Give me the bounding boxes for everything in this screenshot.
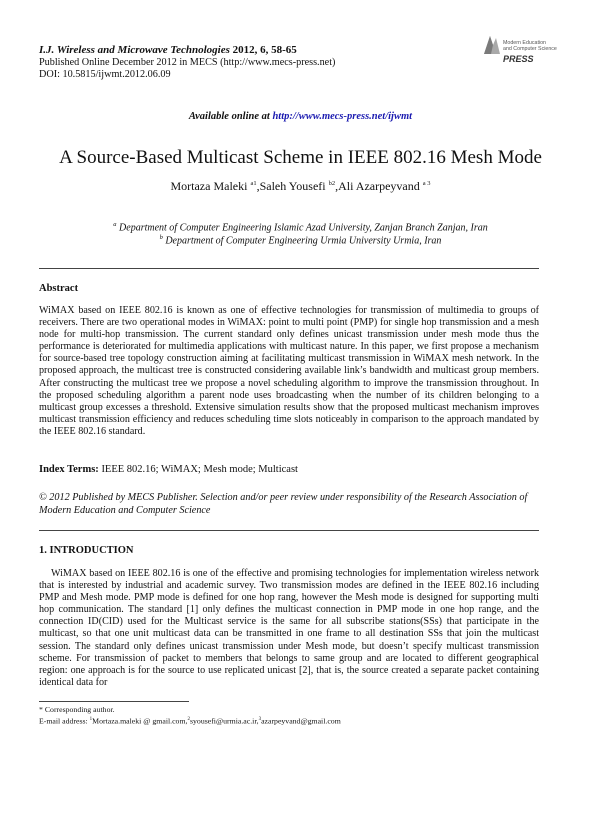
email-line <box>39 715 341 726</box>
email-address: Mortaza.maleki @ gmail.com, <box>92 716 188 726</box>
email-address: azarpeyvand@gmail.com <box>261 716 341 726</box>
email-label: E-mail address: <box>39 716 90 726</box>
published-line: Published Online December 2012 in MECS (http://www.mecs-press.net) <box>39 57 336 68</box>
divider <box>39 268 539 269</box>
affiliation-text: Department of Computer Engineering Urmia University Urmia, Iran <box>162 235 442 247</box>
doi-line: DOI: 10.5815/ijwmt.2012.06.09 <box>39 69 171 80</box>
introduction-text: WiMAX based on IEEE 802.16 is one of the effective and promising technologies for implementation wireless network that is interested by industrial and academic survey. Two transmission modes are defined in the IEEE 802.16 including PMP and Mesh mode. PMP mode is defined for one hop rang, however the Mesh mode is designed for supporting multi hop communication. The standard [1] only defines the multicast connection in PMP mode in one hop range, and the connection ID(CID) used for the Multicast service is the same for all subscribe stations(SSs) that participate in the multicast, so that one unit multicast data can be transmitted in one frame to all destination SSs that join the multicast session. The standard only defines unicast transmission under Mesh mode, but doesn’t specify multicast transmission scheme. For transmission of packet to members that belongs to same group and are located to different geographical region: one approach is for the source to use replicated unicast [2], that is, the source created a separate packet containing identical data for <box>39 568 539 688</box>
logo-line1: Modern Education <box>503 40 546 46</box>
email-sup: 3 <box>258 717 262 722</box>
abstract-text: WiMAX based on IEEE 802.16 is known as one of effective technologies for transmission of multimedia to groups of receivers. There are two operational modes in WiMAX: point to multi point (PMP) for single hop transmission and a mesh node for multi-hop transmission. The current standard only defines unicast transmission under mesh mode thus the performance is deteriorated for multimedia applications with multicast nature. In this paper, we first propose a mechanism for source-based tree topology construction aiming at facilitating multicast transmission in WiMAX mesh network. In the proposed approach, the multicast tree is constructed considering available link’s bandwidth and multicast group members. After constructing the multicast tree we propose a novel scheduling algorithm to improve the transmission throughout. In the proposed scheduling algorithm a parent node uses broadcasting when the number of its children belonging to a multicast group excesses a threshold. Extensive simulation results show that the proposed multicast mechanism improves multicast transmission efficiency and reduces scheduling time slots noticeably in comparison to the approach mandated by the IEEE 802.16 standard. <box>39 305 539 437</box>
affiliation <box>0 234 601 246</box>
logo-line2: and Computer Science <box>503 46 557 52</box>
author-name: Mortaza Maleki <box>170 179 251 193</box>
logo-press: PRESS <box>503 54 534 64</box>
introduction-body <box>39 568 539 689</box>
journal-name: I.J. Wireless and Microwave Technologies <box>39 44 230 56</box>
author-name: ,Saleh Yousefi <box>256 179 329 193</box>
email-sup: 2 <box>187 717 190 722</box>
journal-url-link[interactable]: http://www.mecs-press.net/ijwmt <box>272 111 413 122</box>
email-sup: 1 <box>89 717 93 722</box>
corresponding-note: * Corresponding author. <box>39 705 115 714</box>
index-terms-text: IEEE 802.16; WiMAX; Mesh mode; Multicast <box>98 464 298 475</box>
index-terms <box>39 464 298 475</box>
affiliation <box>0 221 601 233</box>
index-terms-label: Index Terms: <box>39 464 99 475</box>
copyright-notice: © 2012 Published by MECS Publisher. Selection and/or peer review under responsibility of the Research Association of Modern Education and Computer Science <box>39 492 528 516</box>
divider <box>39 530 539 531</box>
affiliation-sup: b <box>159 234 163 241</box>
mecs-logo-icon <box>482 34 502 56</box>
journal-issue: 2012, 6, 58-65 <box>232 44 297 56</box>
logo-text <box>503 40 557 52</box>
author-name: ,Ali Azarpeyvand <box>335 179 423 193</box>
paper-title: A Source-Based Multicast Scheme in IEEE 802.16 Mesh Mode <box>59 147 542 168</box>
affiliation-sup: a <box>113 221 117 228</box>
author-list <box>0 179 601 194</box>
publisher-logo <box>482 34 566 74</box>
available-prefix: Available online at <box>188 111 273 122</box>
introduction-heading: 1. INTRODUCTION <box>39 545 134 556</box>
affiliation-text: Department of Computer Engineering Islamic Azad University, Zanjan Branch Zanjan, Iran <box>116 222 488 234</box>
abstract-heading: Abstract <box>39 283 79 294</box>
author-sup: b2 <box>328 180 336 187</box>
author-sup: a 3 <box>422 180 431 187</box>
author-sup: a1 <box>250 180 257 187</box>
abstract-body <box>39 305 539 438</box>
footnote-divider <box>39 701 189 702</box>
email-address: syousefi@urmia.ac.ir, <box>189 716 259 726</box>
journal-line <box>39 44 297 56</box>
available-online <box>0 111 601 122</box>
